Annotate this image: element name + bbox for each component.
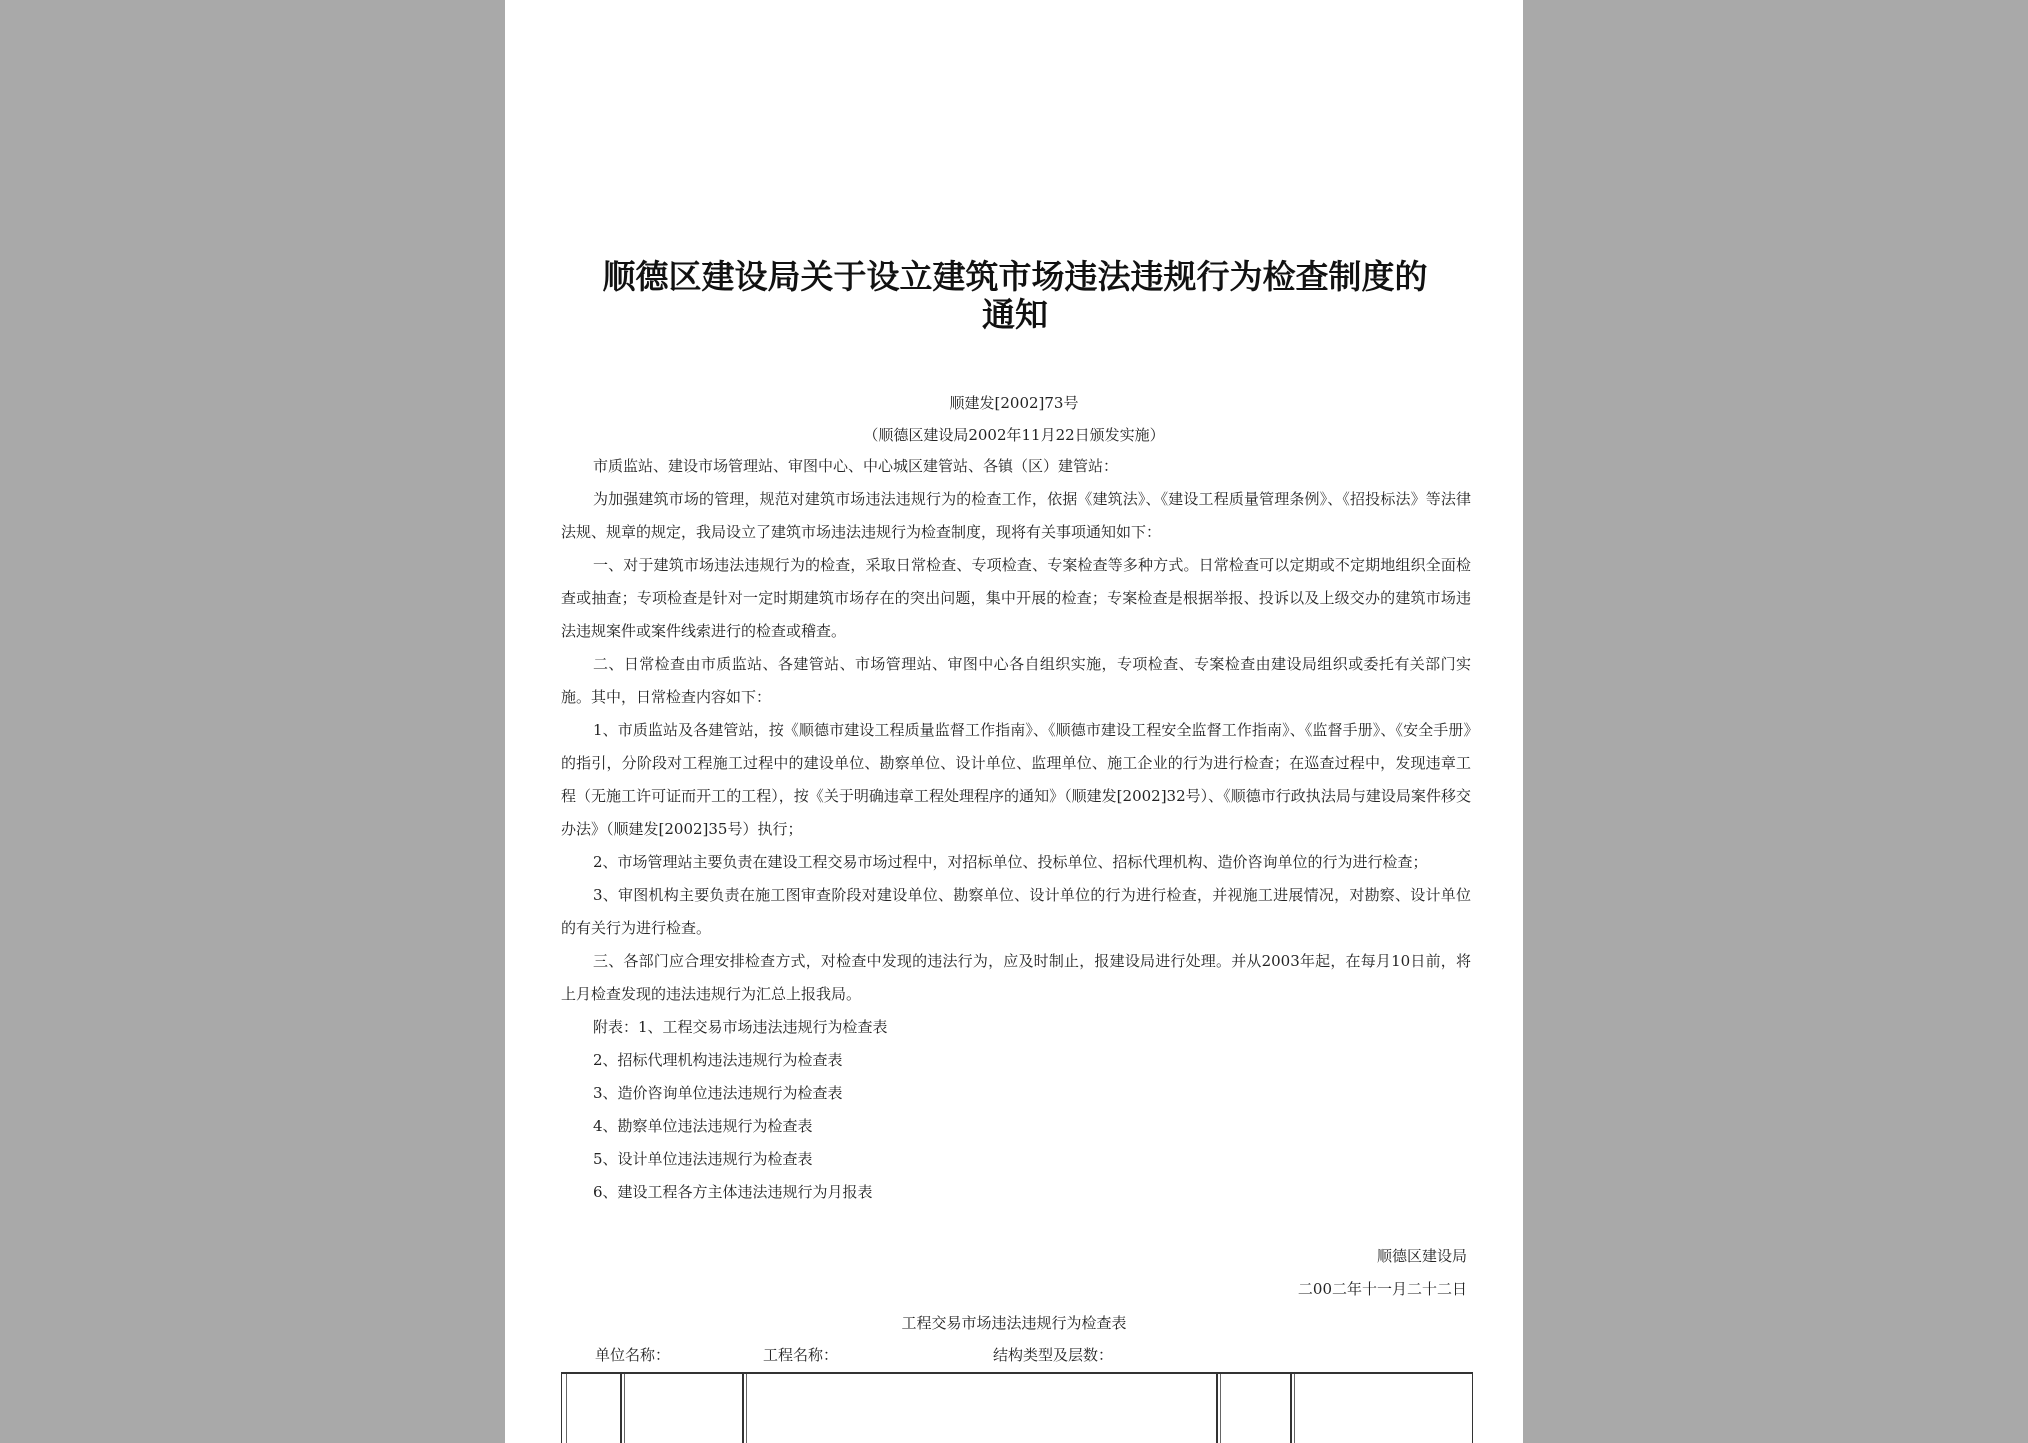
document-number: 顺建发[2002]73号 — [949, 394, 1079, 412]
unit-name-label: 单位名称： — [595, 1346, 671, 1364]
project-name-label: 工程名称： — [763, 1346, 839, 1364]
attachment-item: 2、招标代理机构违法违规行为检查表 — [593, 1051, 843, 1069]
signature-org: 顺德区建设局 — [1376, 1247, 1467, 1265]
document-title: 顺德区建设局关于设立建筑市场违法违规行为检查制度的通知 — [602, 257, 1428, 334]
paragraph-1: 一、对于建筑市场违法违规行为的检查，采取日常检查、专项检查、专案检查等多种方式。日常检查可以定期或不定期地组织全面检查或抽查；专项检查是针对一定时期建筑市场存在的突出问题，集中开展的检查；专案检查是根据举报、投诉以及上级交办的建筑市场违法违规案件或案件线索进行的检查或稽查。 — [561, 556, 1471, 640]
attachment-item: 5、设计单位违法违规行为检查表 — [593, 1150, 813, 1168]
paragraph-2-3: 3、审图机构主要负责在施工图审查阶段对建设单位、勘察单位、设计单位的行为进行检查，并视施工进展情况，对勘察、设计单位的有关行为进行检查。 — [561, 886, 1471, 937]
attachment-item: 3、造价咨询单位违法违规行为检查表 — [593, 1084, 843, 1102]
paragraph-2-1: 1、市质监站及各建管站，按《顺德市建设工程质量监督工作指南》、《顺德市建设工程安全监督工作指南》、《监督手册》、《安全手册》的指引，分阶段对工程施工过程中的建设单位、勘察单位、设计单位、监理单位、施工企业的行为进行检查；在巡查过程中，发现违章工程（无施工许可证而开工的工程），按《关于明确违章工程处理程序的通知》（顺建发[2002]32号）、《顺德市行政执法局与建设局案件移交办法》（顺建发[2002]35号）执行； — [561, 721, 1471, 838]
document-page — [505, 0, 1523, 1443]
signature-date: 二00二年十一月二十二日 — [1297, 1280, 1467, 1298]
issued-note: （顺德区建设局2002年11月22日颁发实施） — [863, 426, 1165, 444]
addressee: 市质监站、建设市场管理站、审图中心、中心城区建管站、各镇（区）建管站： — [593, 457, 1119, 475]
paragraph-2-2: 2、市场管理站主要负责在建设工程交易市场过程中，对招标单位、投标单位、招标代理机构、造价咨询单位的行为进行检查； — [593, 853, 1428, 871]
document-body — [561, 450, 1471, 1209]
attachment-item: 6、建设工程各方主体违法违规行为月报表 — [593, 1183, 873, 1201]
attachment-item: 附表：1、工程交易市场违法违规行为检查表 — [593, 1018, 888, 1036]
paragraph-2: 二、日常检查由市质监站、各建管站、市场管理站、审图中心各自组织实施，专项检查、专案检查由建设局组织或委托有关部门实施。其中，日常检查内容如下： — [561, 655, 1471, 706]
form-header-row — [505, 1344, 1523, 1366]
attachment-item: 4、勘察单位违法违规行为检查表 — [593, 1117, 813, 1135]
table-divider — [1294, 1374, 1295, 1443]
table-divider — [624, 1374, 625, 1443]
table-divider — [746, 1374, 747, 1443]
structure-type-label: 结构类型及层数： — [993, 1346, 1114, 1364]
form-title: 工程交易市场违法违规行为检查表 — [901, 1314, 1127, 1332]
inspection-table — [561, 1372, 1473, 1443]
table-divider — [742, 1374, 744, 1443]
table-divider — [566, 1374, 567, 1443]
table-divider — [1290, 1374, 1292, 1443]
paragraph-intro: 为加强建筑市场的管理，规范对建筑市场违法违规行为的检查工作，依据《建筑法》、《建设工程质量管理条例》、《招投标法》等法律法规、规章的规定，我局设立了建筑市场违法违规行为检查制度，现将有关事项通知如下： — [561, 490, 1471, 541]
paragraph-3: 三、各部门应合理安排检查方式，对检查中发现的违法行为，应及时制止，报建设局进行处理。并从2003年起，在每月10日前，将上月检查发现的违法违规行为汇总上报我局。 — [561, 952, 1471, 1003]
table-divider — [620, 1374, 622, 1443]
table-divider — [1216, 1374, 1218, 1443]
table-divider — [1220, 1374, 1221, 1443]
